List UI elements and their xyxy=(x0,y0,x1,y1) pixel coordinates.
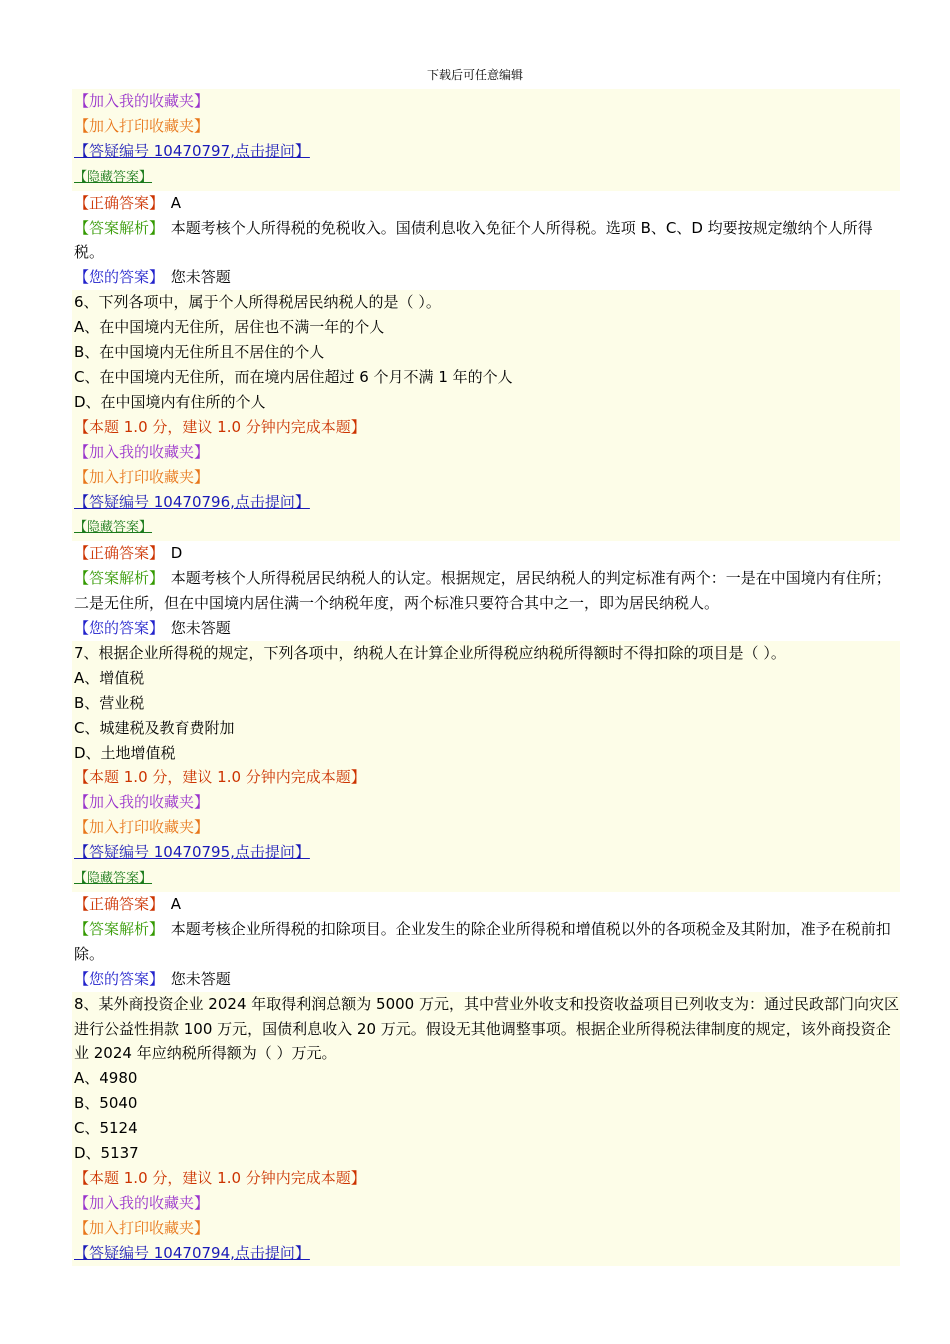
q7-block xyxy=(72,641,900,892)
analysis-label: 【答案解析】 xyxy=(74,218,165,237)
correct-answer-label: 【正确答案】 xyxy=(74,544,165,563)
analysis-label: 【答案解析】 xyxy=(74,569,165,588)
your-answer-label: 【您的答案】 xyxy=(74,969,165,988)
question-text: 7、根据企业所得税的规定，下列各项中，纳税人在计算企业所得税应纳税所得额时不得扣除的项目是（ ）。 xyxy=(74,643,786,662)
add-print-favorites-link[interactable]: 【加入打印收藏夹】 xyxy=(74,818,210,837)
hide-answer-link[interactable]: 【隐藏答案】 xyxy=(74,871,153,887)
document-body xyxy=(72,89,900,1266)
add-favorites-link[interactable]: 【加入我的收藏夹】 xyxy=(74,793,210,812)
q8-block xyxy=(72,992,900,1266)
option-d[interactable]: D、土地增值税 xyxy=(74,743,176,762)
q6-block xyxy=(72,290,900,541)
ask-question-link[interactable]: 【答疑编号 10470795,点击提问】 xyxy=(74,843,310,862)
option-b[interactable]: B、5040 xyxy=(74,1094,138,1113)
add-print-favorites-link[interactable]: 【加入打印收藏夹】 xyxy=(74,116,210,135)
correct-answer-value: A xyxy=(170,895,182,913)
option-c[interactable]: C、在中国境内无住所，而在境内居住超过 6 个月不满 1 年的个人 xyxy=(74,367,513,386)
option-d[interactable]: D、5137 xyxy=(74,1144,139,1163)
q6-answer-block xyxy=(72,541,900,641)
option-a[interactable]: A、4980 xyxy=(74,1069,138,1088)
hide-answer-link[interactable]: 【隐藏答案】 xyxy=(74,520,153,536)
analysis-text: 本题考核个人所得税的免税收入。国债利息收入免征个人所得税。选项 B、C、D 均要按规定缴纳个人所得税。 xyxy=(74,218,873,262)
question-text: 6、下列各项中，属于个人所得税居民纳税人的是（ ）。 xyxy=(74,293,441,312)
your-answer-value: 您未答题 xyxy=(170,619,231,638)
score-note: 【本题 1.0 分，建议 1.0 分钟内完成本题】 xyxy=(74,1168,366,1187)
your-answer-value: 您未答题 xyxy=(170,969,231,988)
option-c[interactable]: C、城建税及教育费附加 xyxy=(74,718,235,737)
correct-answer-label: 【正确答案】 xyxy=(74,895,165,913)
add-favorites-link[interactable]: 【加入我的收藏夹】 xyxy=(74,442,210,461)
ask-question-link[interactable]: 【答疑编号 10470796,点击提问】 xyxy=(74,492,310,511)
your-answer-value: 您未答题 xyxy=(170,268,231,287)
option-c[interactable]: C、5124 xyxy=(74,1119,138,1138)
correct-answer-label: 【正确答案】 xyxy=(74,193,165,212)
q7-answer-block xyxy=(72,892,900,992)
score-note: 【本题 1.0 分，建议 1.0 分钟内完成本题】 xyxy=(74,768,366,787)
ask-question-link[interactable]: 【答疑编号 10470794,点击提问】 xyxy=(74,1243,310,1262)
add-print-favorites-link[interactable]: 【加入打印收藏夹】 xyxy=(74,1218,210,1237)
your-answer-label: 【您的答案】 xyxy=(74,268,165,287)
correct-answer-value: A xyxy=(170,193,182,212)
option-b[interactable]: B、营业税 xyxy=(74,693,145,712)
add-favorites-link[interactable]: 【加入我的收藏夹】 xyxy=(74,1193,210,1212)
score-note: 【本题 1.0 分，建议 1.0 分钟内完成本题】 xyxy=(74,417,366,436)
q5-answer-block xyxy=(72,191,900,291)
analysis-label: 【答案解析】 xyxy=(74,919,165,938)
question-text: 8、某外商投资企业 2024 年取得利润总额为 5000 万元，其中营业外收支和投资收益项目已列收支为：通过民政部门向灾区进行公益性捐款 100 万元，国债利息收入 20 万元。假设无其他调整事项。根据企业所得税法律制度的规定，该外商投资企业 2024 年应纳税所得额为（ ）万元。 xyxy=(74,994,899,1063)
q5-links-block xyxy=(72,89,900,191)
your-answer-label: 【您的答案】 xyxy=(74,619,165,638)
add-favorites-link[interactable]: 【加入我的收藏夹】 xyxy=(74,92,210,110)
option-b[interactable]: B、在中国境内无住所且不居住的个人 xyxy=(74,343,325,362)
analysis-text: 本题考核个人所得税居民纳税人的认定。根据规定，居民纳税人的判定标准有两个：一是在中国境内有住所；二是无住所，但在中国境内居住满一个纳税年度，两个标准只要符合其中之一，即为居民纳税人。 xyxy=(74,569,891,613)
correct-answer-value: D xyxy=(170,544,183,563)
page-header: 下载后可任意编辑 xyxy=(426,68,523,82)
option-d[interactable]: D、在中国境内有住所的个人 xyxy=(74,392,266,411)
ask-question-link[interactable]: 【答疑编号 10470797,点击提问】 xyxy=(74,141,310,160)
analysis-text: 本题考核企业所得税的扣除项目。企业发生的除企业所得税和增值税以外的各项税金及其附加，准予在税前扣除。 xyxy=(74,919,891,963)
option-a[interactable]: A、在中国境内无住所，居住也不满一年的个人 xyxy=(74,318,385,337)
add-print-favorites-link[interactable]: 【加入打印收藏夹】 xyxy=(74,467,210,486)
option-a[interactable]: A、增值税 xyxy=(74,668,145,687)
hide-answer-link[interactable]: 【隐藏答案】 xyxy=(74,169,153,185)
